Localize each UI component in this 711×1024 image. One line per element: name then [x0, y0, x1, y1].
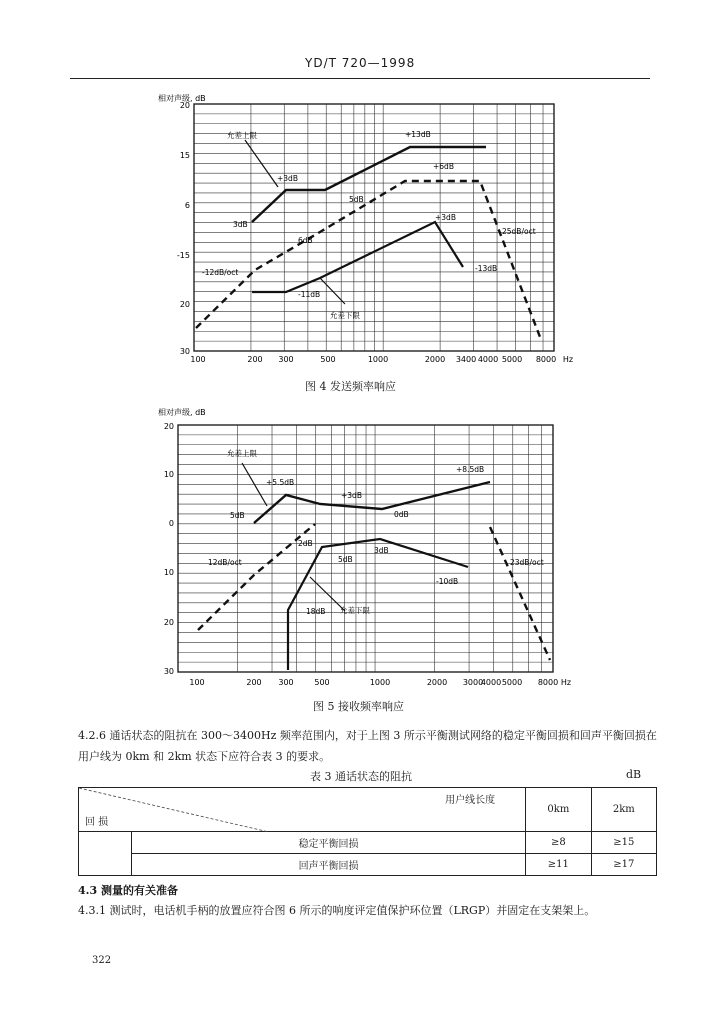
figure4-x-tick: 200: [247, 355, 263, 364]
figure4-annotation: 25dB/oct: [502, 227, 536, 236]
figure5-annotation: 23dB/oct: [510, 558, 544, 567]
header-rule: [70, 78, 650, 79]
figure4-annotation: +3dB: [277, 174, 298, 183]
figure5-y-tick: 0: [168, 519, 174, 528]
figure5-annotation: 5dB: [338, 555, 353, 564]
figure5-x-tick: 4000: [480, 678, 502, 687]
figure4-annotation: -12dB/oct: [202, 268, 239, 277]
table3-corner-cell: [79, 788, 526, 832]
figure4-y-label: 相对声级, dB: [158, 94, 206, 103]
figure5-y-tick: 10: [163, 470, 174, 479]
table3: [78, 787, 657, 876]
figure5-x-tick: 500: [314, 678, 330, 687]
figure5-x-unit: Hz: [560, 678, 572, 687]
figure5-y-label: 相对声级, dB: [158, 408, 206, 417]
table3-diag-bottom: 回 损: [85, 817, 109, 828]
figure4-y-tick: 30: [179, 347, 190, 356]
figure5-annotation: 允差下限: [340, 606, 370, 615]
figure5-x-tick: 3000: [462, 678, 484, 687]
figure4-x-tick: 2000: [424, 355, 446, 364]
figure4-annotation: 6dB: [298, 236, 313, 245]
page-header: YD/T 720—1998: [305, 56, 416, 70]
figure4-annotation: -13dB: [475, 264, 498, 273]
figure4-x-tick: 8000: [535, 355, 557, 364]
figure5-x-tick: 2000: [426, 678, 448, 687]
table3-col-header: 0km: [526, 788, 591, 832]
figure5-annotation: 12dB/oct: [208, 558, 242, 567]
table3-cell: ≥17: [591, 854, 656, 876]
table3-title: 表 3 通话状态的阻抗: [310, 770, 412, 783]
figure4-annotation: 5dB: [349, 195, 364, 204]
figure5-x-tick: 300: [278, 678, 294, 687]
figure4-x-tick: 300: [278, 355, 294, 364]
figure5-annotation: 允差上限: [227, 449, 257, 458]
figure4-y-tick: -15: [176, 251, 190, 260]
figure4-upper-limit-line: [252, 147, 486, 222]
figure4-x-tick: 5000: [501, 355, 523, 364]
figure5-x-tick: 5000: [501, 678, 523, 687]
table3-cell: ≥11: [526, 854, 591, 876]
figure4-y-tick: 6: [184, 201, 190, 210]
table3-unit: dB: [626, 768, 642, 781]
figure5-y-tick: 20: [163, 618, 174, 627]
figure5-annotation: +3dB: [341, 491, 362, 500]
table3-diag-top: 用户线长度: [445, 795, 496, 806]
figure5-annotation: 3dB: [374, 546, 389, 555]
figure4-annotation: -11dB: [298, 290, 321, 299]
figure5-y-tick: 30: [163, 667, 174, 676]
table3-cell: ≥8: [526, 832, 591, 854]
figure5-lower-limit-line: [288, 539, 468, 670]
figure4-y-tick: 20: [179, 101, 190, 110]
figure5-annotation: 5dB: [230, 511, 245, 520]
figure4-x-unit: Hz: [562, 355, 574, 364]
figure4-nominal-response-line: [196, 181, 540, 337]
figure5-x-tick: 1000: [369, 678, 391, 687]
figure4-y-tick: 20: [179, 300, 190, 309]
figure4-x-tick: 100: [190, 355, 206, 364]
figure5-chart: [150, 405, 570, 690]
figure4-annotation: 允差上限: [227, 131, 257, 140]
figure4-x-tick: 1000: [367, 355, 389, 364]
figure5-x-tick: 200: [246, 678, 262, 687]
figure4-x-tick: 4000: [477, 355, 499, 364]
figure4-annotation: +6dB: [433, 162, 454, 171]
figure4-annotation: 3dB: [233, 220, 248, 229]
figure4-x-tick: 3400: [455, 355, 477, 364]
figure4-caption: 图 4 发送频率响应: [305, 380, 396, 393]
figure5-annotation: -10dB: [436, 577, 459, 586]
figure4-annotation: 允差下限: [330, 311, 360, 320]
figure5-caption: 图 5 接收频率响应: [313, 700, 404, 713]
figure4-y-tick: 15: [179, 151, 190, 160]
figure5-upper-limit-line: [254, 482, 490, 523]
figure4-annotation: +13dB: [405, 130, 431, 139]
figure5-annotation: 2dB: [298, 539, 313, 548]
figure5-nominal-response-line-right: [490, 527, 550, 660]
table3-row-label: 回声平衡回损: [132, 854, 526, 876]
section-4-3-heading: 4.3 测量的有关准备: [78, 884, 178, 897]
figure5-annotation: 0dB: [394, 510, 409, 519]
table3-row-group: [79, 832, 132, 876]
figure4-annotation: +3dB: [435, 213, 456, 222]
figure5-y-tick: 10: [163, 568, 174, 577]
table3-row-label: 稳定平衡回损: [132, 832, 526, 854]
figure5-annotation: 18dB: [306, 607, 326, 616]
table3-cell: ≥15: [591, 832, 656, 854]
figure5-x-tick: 8000: [537, 678, 559, 687]
figure5-annotation: +8.5dB: [456, 465, 485, 474]
figure4-x-tick: 500: [320, 355, 336, 364]
clause-4-2-6: 4.2.6 通话状态的阻抗在 300～3400Hz 频率范围内，对于上图 3 所示平衡测试网络的稳定平衡回损和回声平衡回损在用户线为 0km 和 2km 状态下应符合表 3 的要求。: [78, 729, 657, 763]
figure5-x-tick: 100: [189, 678, 205, 687]
figure4-chart: [150, 92, 574, 367]
page-number: 322: [92, 955, 112, 966]
table3-col-header: 2km: [591, 788, 656, 832]
clause-4-3-1: 4.3.1 测试时，电话机手柄的放置应符合图 6 所示的响度评定值保护环位置（LRGP）并固定在支架架上。: [78, 904, 596, 917]
figure5-annotation: +5.5dB: [266, 478, 295, 487]
figure5-y-tick: 20: [163, 422, 174, 431]
